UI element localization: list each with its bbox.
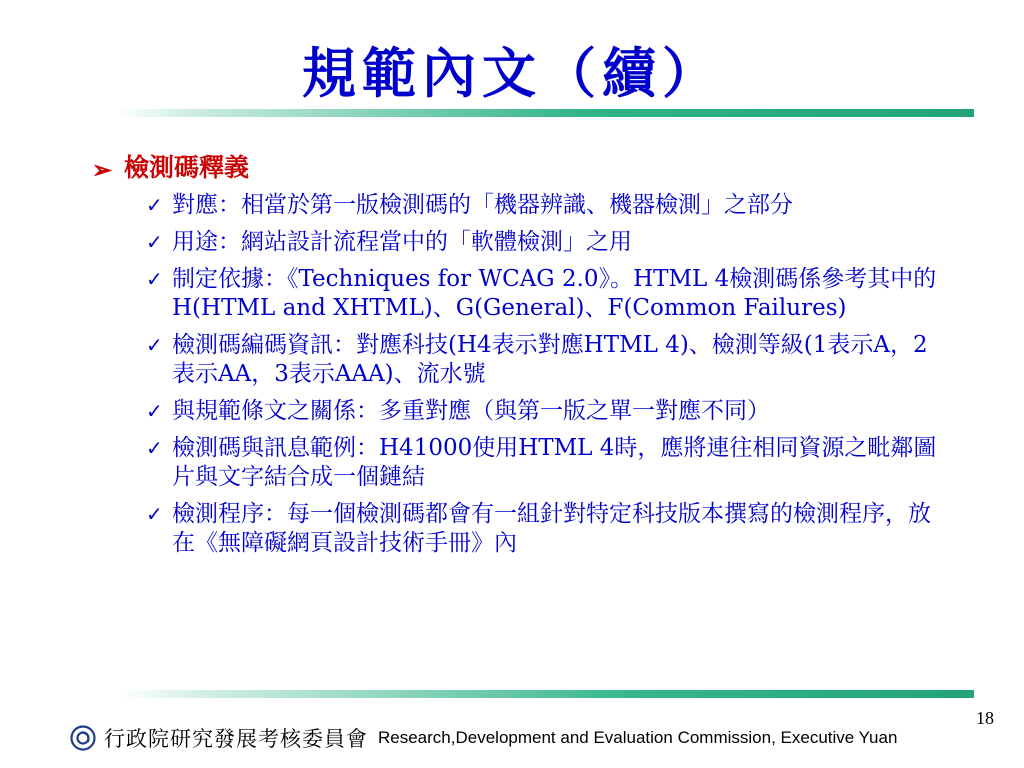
list-item xyxy=(146,500,940,558)
section-heading xyxy=(86,152,966,185)
checkmark-icon: ✓ xyxy=(146,501,163,526)
list-item xyxy=(146,265,940,323)
list-item-text: 檢測碼與訊息範例：H41000使用HTML 4時，應將連往相同資源之毗鄰圖片與文字結合成一個鏈結 xyxy=(172,434,937,490)
list-item xyxy=(146,191,940,220)
checkmark-icon: ✓ xyxy=(146,398,163,423)
commission-logo-icon xyxy=(70,725,96,751)
footer xyxy=(70,720,897,756)
list-item xyxy=(146,331,940,389)
footer-org-english: Research,Development and Evaluation Commission, Executive Yuan xyxy=(378,728,898,747)
arrow-bullet-icon: ➢ xyxy=(92,155,113,184)
checkmark-icon: ✓ xyxy=(146,332,163,357)
list-item-text: 檢測程序：每一個檢測碼都會有一組針對特定科技版本撰寫的檢測程序，放在《無障礙網頁設計技術手冊》內 xyxy=(172,500,931,556)
list-item xyxy=(146,434,940,492)
checkmark-icon: ✓ xyxy=(146,192,163,217)
checkmark-icon: ✓ xyxy=(146,229,163,254)
list-item-text: 制定依據：《Techniques for WCAG 2.0》。HTML 4檢測碼係參考其中的H(HTML and XHTML)、G(General)、F(Common Failures) xyxy=(172,265,937,321)
title-divider xyxy=(118,109,974,117)
slide-content xyxy=(86,152,966,566)
list-item xyxy=(146,228,940,257)
list-item-text: 對應：相當於第一版檢測碼的「機器辨識、機器檢測」之部分 xyxy=(172,191,793,218)
slide-title: 規範內文（續） xyxy=(302,41,722,105)
list-item-text: 用途：網站設計流程當中的「軟體檢測」之用 xyxy=(172,228,632,255)
list-item-text: 檢測碼編碼資訊：對應科技(H4表示對應HTML 4)、檢測等級(1表示A，2表示AA，3表示AAA)、流水號 xyxy=(172,331,928,387)
item-list xyxy=(146,191,940,558)
footer-org-chinese: 行政院研究發展考核委員會 xyxy=(104,727,368,751)
checkmark-icon: ✓ xyxy=(146,435,163,460)
page-number: 18 xyxy=(976,708,994,728)
list-item xyxy=(146,397,940,426)
footer-divider xyxy=(118,690,974,698)
checkmark-icon: ✓ xyxy=(146,266,163,291)
section-heading-text: 檢測碼釋義 xyxy=(124,153,250,182)
list-item-text: 與規範條文之關係：多重對應（與第一版之單一對應不同） xyxy=(172,397,770,424)
